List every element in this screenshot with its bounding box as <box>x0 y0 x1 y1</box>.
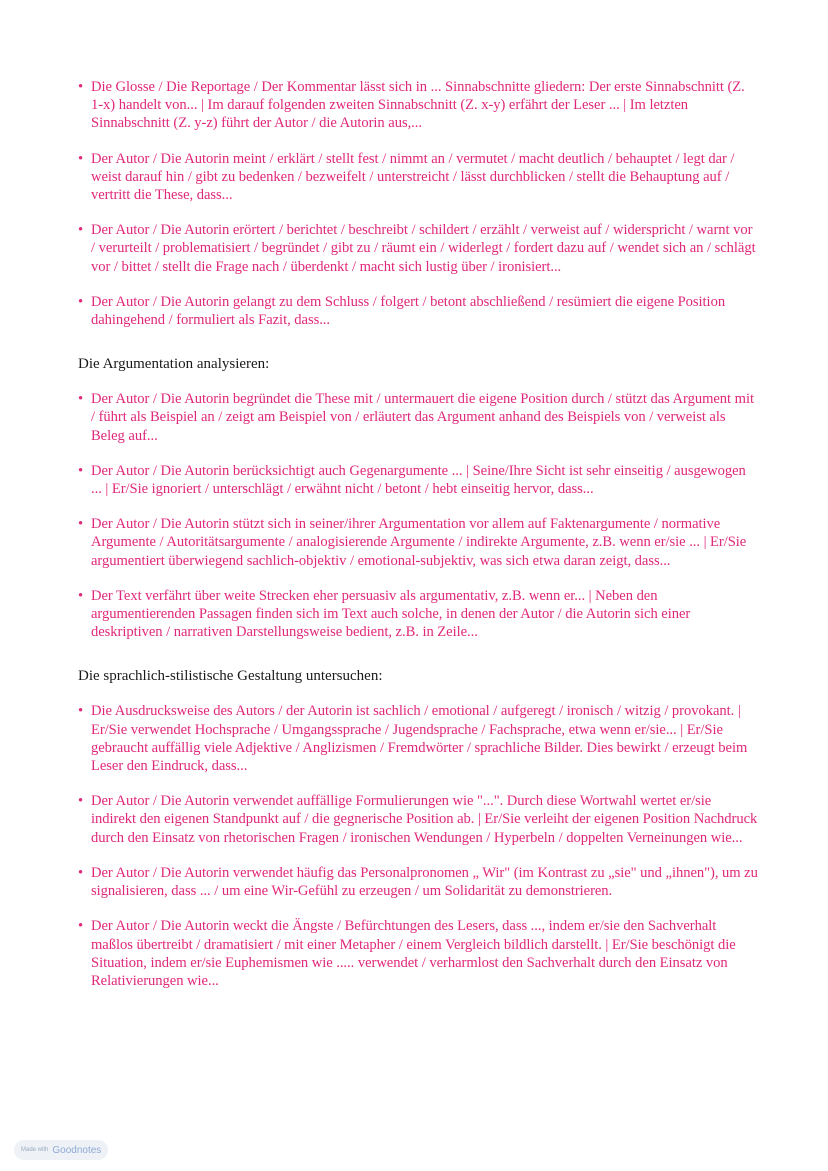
list-item: • Der Autor / Die Autorin weckt die Ängste / Befürchtungen des Lesers, dass ..., indem er/sie den Sachverhalt maßlos übertreibt / dramatisiert / mit einer Metapher / einem Vergleich bildlich darstellt. | Er/Sie beschönigt die Situation, indem er/sie Euphemismen wie ..... verwendet / verharmlost den Sachverhalt durch den Einsatz von Relativierungen wie... <box>78 917 758 990</box>
phrase-list-stylistic <box>78 702 758 990</box>
list-item: • Der Autor / Die Autorin meint / erklärt / stellt fest / nimmt an / vermutet / macht deutlich / behauptet / legt dar / weist darauf hin / gibt zu bedenken / bezweifelt / unterstreicht / lässt durchblicken / stellt die Behauptung auf / vertritt die These, dass... <box>78 150 758 205</box>
phrase-list-argumentation <box>78 390 758 641</box>
list-item: • Der Autor / Die Autorin verwendet häufig das Personalpronomen „ Wir" (im Kontrast zu „sie" und „ihnen"), um zu signalisieren, dass ... / um eine Wir-Gefühl zu erzeugen / um Solidarität zu demonstrieren. <box>78 864 758 900</box>
goodnotes-logo: Goodnotes <box>52 1144 102 1156</box>
list-item: • Der Text verfährt über weite Strecken eher persuasiv als argumentativ, z.B. wenn er... | Neben den argumentierenden Passagen finden sich im Text auch solche, in denen der Autor / die Autorin sich einer deskriptiven / narrativen Darstellungsweise bedient, z.B. in Zeile... <box>78 587 758 642</box>
list-item: • Der Autor / Die Autorin gelangt zu dem Schluss / folgert / betont abschließend / resümiert die eigene Position dahingehend / formuliert als Fazit, dass... <box>78 293 758 329</box>
list-item: • Der Autor / Die Autorin stützt sich in seiner/ihrer Argumentation vor allem auf Faktenargumente / normative Argumente / Autoritätsargumente / analogisierende Argumente / indirekte Argumente, z.B. wenn er/sie ... | Er/Sie argumentiert überwiegend sachlich-objektiv / emotional-subjektiv, was sich etwa daran zeigt, dass... <box>78 515 758 570</box>
badge-prefix: Made with <box>21 1147 49 1153</box>
list-item: • Die Ausdrucksweise des Autors / der Autorin ist sachlich / emotional / aufgeregt / ironisch / witzig / provokant. | Er/Sie verwendet Hochsprache / Umgangssprache / Jugendsprache / Fachsprache, etwa wenn er/sie... | Er/Sie gebraucht auffällig viele Adjektive / Anglizismen / Fremdwörter / sprachliche Bilder. Dies bewirkt / erzeugt beim Leser den Eindruck, dass... <box>78 702 758 775</box>
document-content <box>78 78 758 1007</box>
section-heading-stylistic: Die sprachlich-stilistische Gestaltung untersuchen: <box>78 668 383 685</box>
list-item: • Die Glosse / Die Reportage / Der Kommentar lässt sich in ... Sinnabschnitte gliedern: Der erste Sinnabschnitt (Z. 1-x) handelt von... | Im darauf folgenden zweiten Sinnabschnitt (Z. x-y) erfährt der Leser ... | Im letzten Sinnabschnitt (Z. y-z) führt der Autor / die Autorin aus,... <box>78 78 758 133</box>
phrase-list-structure <box>78 78 758 329</box>
list-item: • Der Autor / Die Autorin verwendet auffällige Formulierungen wie "...". Durch diese Wortwahl wertet er/sie indirekt den eigenen Standpunkt auf / die gegnerische Position ab. | Er/Sie verleiht der eigenen Position Nachdruck durch den Einsatz von rhetorischen Fragen / ironischen Wendungen / Hyperbeln / doppelten Verneinungen wie... <box>78 792 758 847</box>
goodnotes-badge <box>14 1140 108 1160</box>
list-item: • Der Autor / Die Autorin erörtert / berichtet / beschreibt / schildert / erzählt / verweist auf / widerspricht / warnt vor / verurteilt / problematisiert / begründet / gibt zu / räumt ein / widerlegt / fordert dazu auf / wendet sich an / schlägt vor / bittet / stellt die Frage nach / überdenkt / macht sich lustig über / ironisiert... <box>78 221 758 276</box>
section-heading-argumentation: Die Argumentation analysieren: <box>78 356 270 373</box>
list-item: • Der Autor / Die Autorin begründet die These mit / untermauert die eigene Position durch / stützt das Argument mit / führt als Beispiel an / zeigt am Beispiel von / erläutert das Argument anhand des Beispiels von / verweist als Beleg auf... <box>78 390 758 445</box>
list-item: • Der Autor / Die Autorin berücksichtigt auch Gegenargumente ... | Seine/Ihre Sicht ist sehr einseitig / ausgewogen ... | Er/Sie ignoriert / unterschlägt / erwähnt nicht / betont / hebt einseitig hervor, dass... <box>78 462 758 498</box>
